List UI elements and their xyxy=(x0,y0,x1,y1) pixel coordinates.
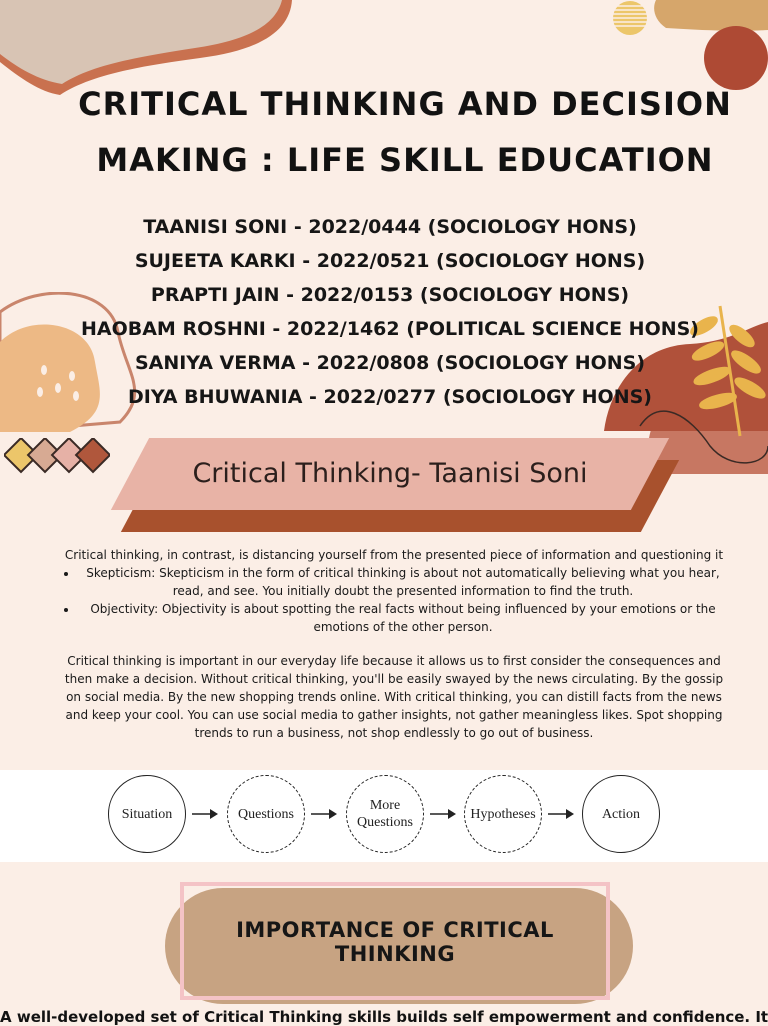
importance-heading: IMPORTANCE OF CRITICAL THINKING xyxy=(236,918,554,966)
arrow-right-icon xyxy=(192,807,218,821)
flow-node-questions: Questions xyxy=(227,775,305,853)
arrow-right-icon xyxy=(430,807,456,821)
intro-paragraph: Critical thinking, in contrast, is distancing yourself from the presented piece of information and questioning it xyxy=(64,548,724,562)
importance-paragraph: Critical thinking is important in our everyday life because it allows us to first consider the consequences and then make a decision. Without critical thinking, you'll be easily swayed by the news circulating. By the gossip on social media. By the new shopping trends online. With critical thinking, you can distill facts from the news and keep your cool. You can use social media to gather insights, not gather meaningless likes. Spot shopping trends to run a business, not shop endlessly to go out of business. xyxy=(64,654,724,740)
author-item: SANIYA VERMA - 2022/0808 (SOCIOLOGY HONS) xyxy=(134,352,646,374)
section-body xyxy=(60,546,728,742)
document-title xyxy=(70,76,740,188)
importance-text-start: A well-developed set of Critical Thinking skills builds self empowerment and confidence. It xyxy=(0,1008,768,1026)
author-item: TAANISI SONI - 2022/0444 (SOCIOLOGY HONS) xyxy=(143,216,637,238)
flow-node-hypotheses: Hypotheses xyxy=(464,775,542,853)
author-list xyxy=(60,210,720,414)
flow-node-more-questions: More Questions xyxy=(346,775,424,853)
author-item: PRAPTI JAIN - 2022/0153 (SOCIOLOGY HONS) xyxy=(150,284,630,306)
diamond-pattern-decoration xyxy=(4,438,110,474)
flow-node-situation: Situation xyxy=(108,775,186,853)
section-heading: Critical Thinking- Taanisi Soni xyxy=(192,458,588,489)
title-line-2: MAKING : LIFE SKILL EDUCATION xyxy=(96,141,714,179)
author-item: DIYA BHUWANIA - 2022/0277 (SOCIOLOGY HONS) xyxy=(128,386,652,408)
bullet-item: • Objectivity: Objectivity is about spotting the real facts without being influenced by your emotions or the emotions of the other person. xyxy=(78,600,728,636)
title-line-1: CRITICAL THINKING AND DECISION xyxy=(78,85,732,123)
arrow-right-icon xyxy=(311,807,337,821)
author-item: HAOBAM ROSHNI - 2022/1462 (POLITICAL SCIENCE HONS) xyxy=(80,318,699,340)
bullet-item: • Skepticism: Skepticism in the form of critical thinking is about not automatically believing what you hear, read, and see. You initially doubt the presented information to find the truth. xyxy=(78,564,728,600)
bullet-list xyxy=(60,564,728,636)
arrow-right-icon xyxy=(548,807,574,821)
author-item: SUJEETA KARKI - 2022/0521 (SOCIOLOGY HONS) xyxy=(134,250,646,272)
flow-node-action: Action xyxy=(582,775,660,853)
